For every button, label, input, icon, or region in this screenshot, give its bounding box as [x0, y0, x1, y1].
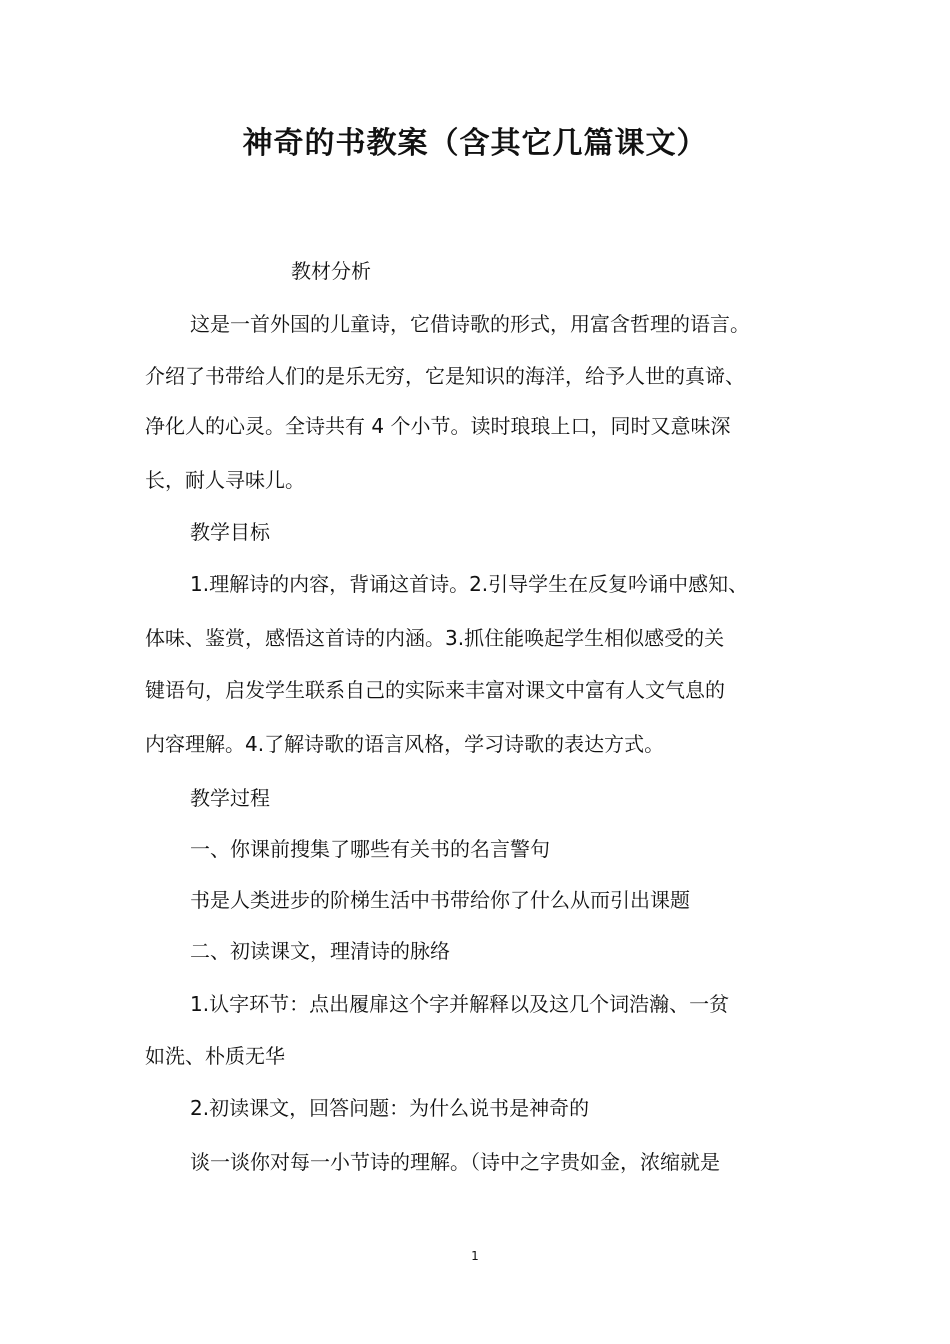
goals-heading: 教学目标 — [190, 520, 270, 544]
goals-line-3: 键语句，启发学生联系自己的实际来丰富对课文中富有人文气息的 — [145, 678, 725, 702]
analysis-line-4: 长，耐人寻味儿。 — [145, 468, 305, 492]
process-heading: 教学过程 — [190, 786, 270, 810]
document-title: 神奇的书教案（含其它几篇课文） — [242, 126, 708, 161]
analysis-line-2: 介绍了书带给人们的是乐无穷，它是知识的海洋，给予人世的真谛、 — [145, 364, 745, 388]
process-line-1: 一、你课前搜集了哪些有关书的名言警句 — [190, 837, 550, 861]
goals-line-1: 1.理解诗的内容，背诵这首诗。2.引导学生在反复吟诵中感知、 — [190, 572, 749, 596]
process-line-6: 2.初读课文，回答问题：为什么说书是神奇的 — [190, 1096, 590, 1120]
analysis-line-3: 净化人的心灵。全诗共有 4 个小节。读时琅琅上口，同时又意味深 — [145, 414, 731, 438]
process-line-7: 谈一谈你对每一小节诗的理解。（诗中之字贵如金，浓缩就是 — [190, 1150, 720, 1174]
process-line-2: 书是人类进步的阶梯生活中书带给你了什么从而引出课题 — [190, 888, 690, 912]
page-number: 1 — [471, 1249, 479, 1263]
process-line-3: 二、初读课文，理清诗的脉络 — [190, 939, 450, 963]
goals-line-2: 体味、鉴赏，感悟这首诗的内涵。3.抓住能唤起学生相似感受的关 — [145, 626, 725, 650]
process-line-5: 如洗、朴质无华 — [145, 1044, 285, 1068]
process-line-4: 1.认字环节：点出履扉这个字并解释以及这几个词浩瀚、一贫 — [190, 992, 730, 1016]
analysis-line-1: 这是一首外国的儿童诗，它借诗歌的形式，用富含哲理的语言。 — [190, 312, 750, 336]
goals-line-4: 内容理解。4.了解诗歌的语言风格，学习诗歌的表达方式。 — [145, 732, 665, 756]
analysis-heading: 教材分析 — [291, 259, 371, 283]
